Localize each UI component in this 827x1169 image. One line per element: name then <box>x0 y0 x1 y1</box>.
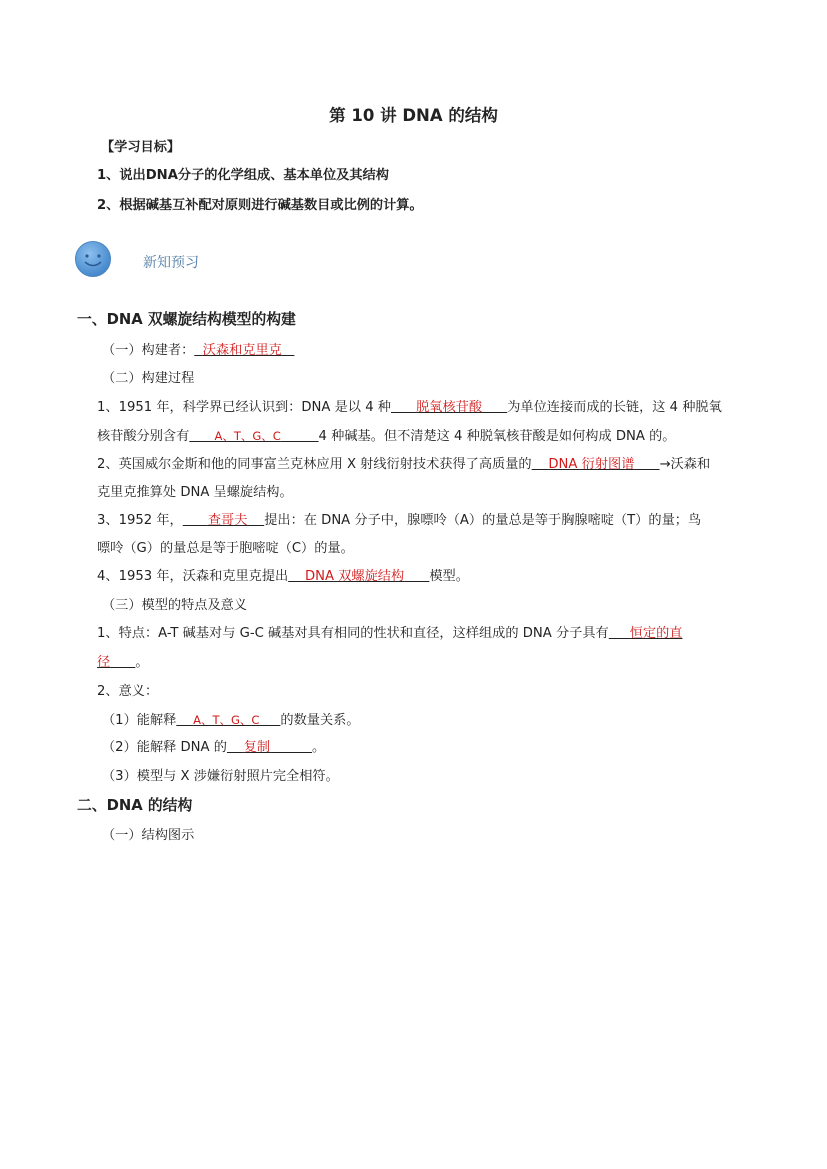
meaning2-answer: 复制 <box>243 740 271 755</box>
diagram-heading: （一）结构图示 <box>102 828 195 843</box>
para3-line2: 嘌呤（G）的量总是等于胞嘧啶（C）的量。 <box>97 541 354 556</box>
feature1-line2: 径 。 <box>97 655 149 670</box>
para3-blank <box>183 513 265 528</box>
meaning1-answer: A、T、G、C <box>193 713 260 727</box>
builder-line <box>102 341 294 361</box>
objectives-heading: 【学习目标】 <box>101 140 181 155</box>
objective-1: 1、说出DNA分子的化学组成、基本单位及其结构 <box>97 168 389 183</box>
para2-answer: DNA 衍射图谱 <box>548 457 635 472</box>
section2-heading: 二、DNA 的结构 <box>77 797 193 814</box>
para1-answer1: 脱氧核苷酸 <box>416 400 483 415</box>
para3-answer: 查哥夫 <box>207 513 248 528</box>
para3-line1: 3、1952 年， 查哥夫 提出：在 DNA 分子中，腺嘌呤（A）的量总是等于胸腺嘧啶（T）的量；鸟 <box>97 513 702 528</box>
smiley-face-icon <box>74 240 112 278</box>
para4-line: 4、1953 年，沃森和克里克提出 DNA 双螺旋结构 模型。 <box>97 569 469 584</box>
meaning1-line: （1）能解释 A、T、G、C 的数量关系。 <box>102 713 360 728</box>
para1-blank1 <box>391 400 507 415</box>
builder-prefix: （一）构建者： <box>102 343 195 358</box>
para2-line1: 2、英国威尔金斯和他的同事富兰克林应用 X 射线衍射技术获得了高质量的 DNA 衍射图谱 →沃森和 <box>97 457 711 472</box>
feature1-line1: 1、特点：A-T 碱基对与 G-C 碱基对具有相同的性状和直径，这样组成的 DNA 分子具有 恒定的直 <box>97 626 683 641</box>
para2-line2: 克里克推算处 DNA 呈螺旋结构。 <box>97 485 293 500</box>
features-heading: （三）模型的特点及意义 <box>102 598 248 613</box>
page-title: 第 10 讲 DNA 的结构 <box>329 106 498 125</box>
process-heading: （二）构建过程 <box>102 371 195 386</box>
feature1-answer-part1: 恒定的直 <box>629 626 683 641</box>
builder-answer: 沃森和克里克 <box>202 343 282 358</box>
feature1-answer-part2: 径 <box>97 655 111 670</box>
para4-answer: DNA 双螺旋结构 <box>305 569 405 584</box>
significance-heading: 2、意义： <box>97 684 159 699</box>
para4-blank <box>288 569 429 584</box>
para1-line1: 1、1951 年，科学界已经认识到：DNA 是以 4 种 脱氧核苷酸 为单位连接而成的长链，这 4 种脱氧 <box>97 400 722 415</box>
para2-blank <box>532 457 660 472</box>
meaning3-line: （3）模型与 X 涉嫌衍射照片完全相符。 <box>102 769 339 784</box>
builder-blank <box>194 343 294 358</box>
meaning1-blank <box>176 713 280 728</box>
preview-label: 新知预习 <box>143 255 199 271</box>
para1-answer2: A、T、G、C <box>214 429 281 443</box>
meaning2-line: （2）能解释 DNA 的 复制 。 <box>102 740 326 755</box>
feature1-blank <box>609 626 683 641</box>
objective-2: 2、根据碱基互补配对原则进行碱基数目或比例的计算。 <box>97 198 423 213</box>
feature1-blank-cont <box>97 655 135 670</box>
section1-heading: 一、DNA 双螺旋结构模型的构建 <box>77 311 296 328</box>
para1-line2: 核苷酸分别含有 A、T、G、C 4 种碱基。但不清楚这 4 种脱氧核苷酸是如何构成 DNA 的。 <box>97 429 676 444</box>
meaning2-blank <box>227 740 312 755</box>
para1-blank2 <box>189 429 318 444</box>
